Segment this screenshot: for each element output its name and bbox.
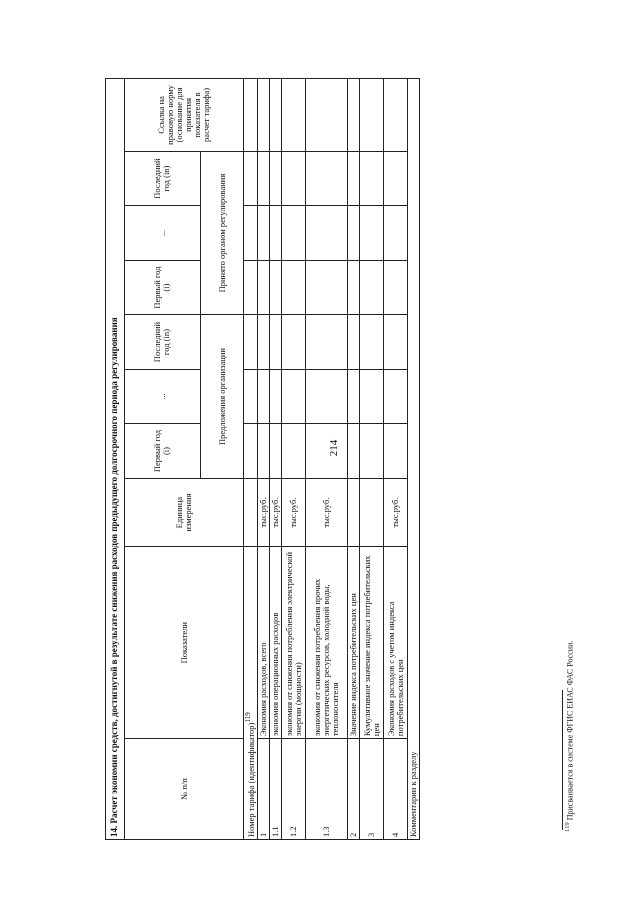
header-no: № п/п [125,739,244,840]
header-accepted: Принято органом регулирования [200,151,243,314]
table-row: 1.1 экономия операционных расходов тыс.руб. [270,79,282,840]
savings-table [105,78,420,840]
footnote: $^{119}$ Присваивается в системе ФГИС ЕИАС ФАС России. [564,640,575,832]
header-reference: Ссылка на правовую норму (основание для принятия показателя в расчет тарифа) [125,79,244,152]
header-ellipsis-accepted: ... [125,206,201,260]
header-first-year-accepted: Первый год (i) [125,260,201,314]
header-ellipsis-proposal: ... [125,369,201,423]
header-first-year-proposal: Первый год (i) [125,424,201,478]
table-row: 3 Кумулятивное значение индекса потребительских цен [360,79,384,840]
table-row: 1 Экономия расходов, всего тыс.руб. [258,79,270,840]
header-unit: Единица измерения [125,478,244,547]
table-row: 2 Значение индекса потребительских цен [348,79,360,840]
comments-row: Комментарии к разделу [408,79,420,840]
table-row: 1.3 экономия от снижения потребления прочих энергетических ресурсов, холодной воды, теплоносителя тыс.руб. [306,79,348,840]
footnote-divider [562,690,563,830]
rotated-table-block [105,78,420,840]
page-number: 214 [328,439,340,457]
table-row: 1.2 экономия от снижения потребления электрической энергии (мощности) тыс.руб. [282,79,306,840]
table-row: 4 Экономия расходов с учетом индекса потребительских цен тыс.руб. [384,79,408,840]
tariff-row-label: Номер тарифа (идентификатор)$^{119}$ [244,547,258,840]
section-title: 14. Расчет экономии средств, достигнутой в результате снижения расходов предыдущего долгосрочного периода регулирования [106,79,125,840]
header-last-year-accepted: Последний год (in) [125,151,201,205]
header-indicators: Показатели [125,547,244,739]
header-proposals: Предложения организации [200,315,243,478]
header-last-year-proposal: Последний год (in) [125,315,201,369]
